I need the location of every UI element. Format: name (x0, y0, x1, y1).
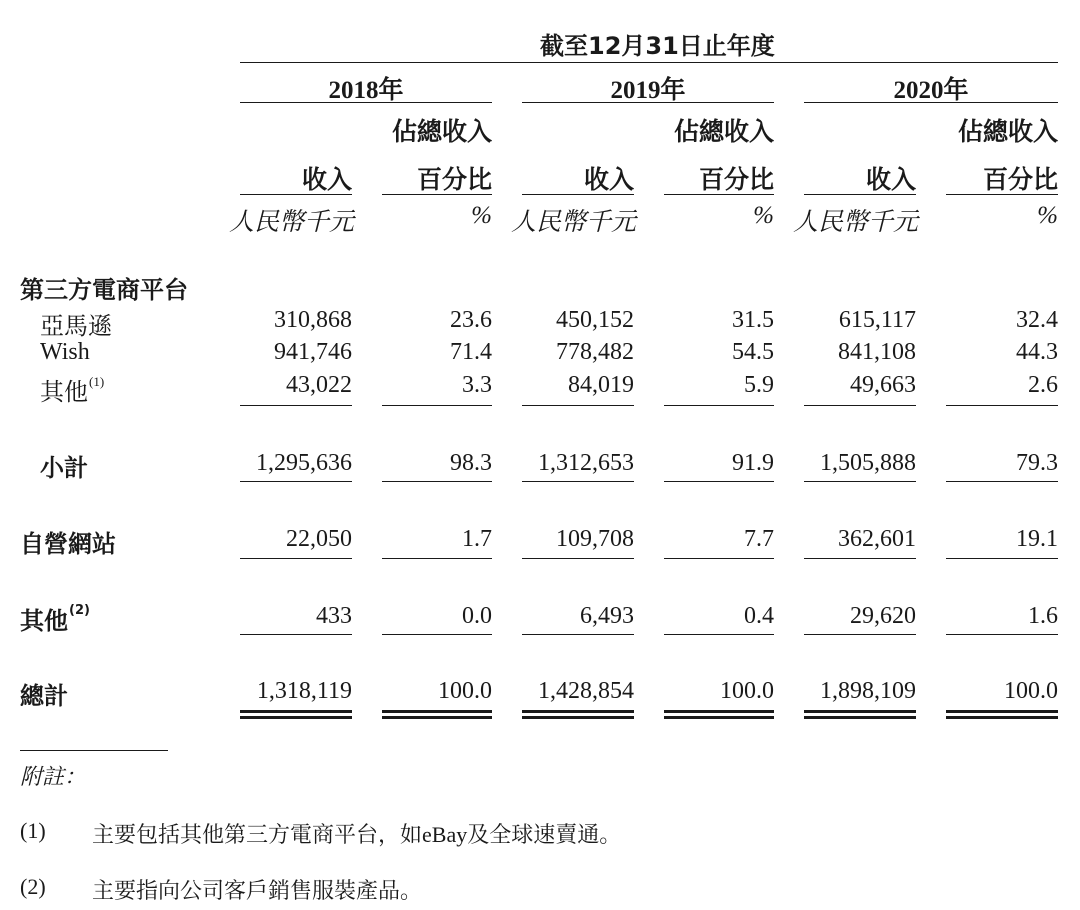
year-2020-underline (804, 102, 1058, 103)
own-site-rule-rev-2020 (804, 558, 916, 559)
others-rev-2020: 29,620 (850, 603, 916, 629)
subtotal-pct-2020: 79.3 (1016, 450, 1058, 476)
total-rev-2020: 1,898,109 (820, 678, 916, 704)
own-site-rule-pct-2019 (664, 558, 774, 559)
others-rev-2018: 433 (316, 603, 352, 629)
others-pct-2020: 1.6 (1028, 603, 1058, 629)
subtotal-bottom-rule-rev-2019 (522, 481, 634, 482)
subtotal-pct-2018: 98.3 (450, 450, 492, 476)
notes-title: 附註： (20, 764, 87, 789)
subtotal-top-rule-pct-2019 (664, 405, 774, 406)
subtotal-bottom-rule-pct-2020 (946, 481, 1058, 482)
subtotal-top-rule-rev-2018 (240, 405, 352, 406)
own-site-rule-rev-2018 (240, 558, 352, 559)
row-wish-rev-2019: 778,482 (556, 339, 634, 365)
col-underline-rev-2019 (522, 194, 634, 195)
row-amazon-pct-2018: 23.6 (450, 307, 492, 333)
col-underline-pct-2020 (946, 194, 1058, 195)
period-header: 截至12月31日止年度 (540, 32, 775, 60)
others-pct-2018: 0.0 (462, 603, 492, 629)
row-wish-rev-2018: 941,746 (274, 339, 352, 365)
others-rev-2019: 6,493 (580, 603, 634, 629)
subtotal-bottom-rule-rev-2020 (804, 481, 916, 482)
row-other1-pct-2019: 5.9 (744, 372, 774, 398)
others-label-wrap (20, 601, 90, 636)
subtotal-rev-2019: 1,312,653 (538, 450, 634, 476)
subtotal-top-rule-rev-2019 (522, 405, 634, 406)
total-double-rule-pct-2019 (664, 710, 774, 719)
unit-rev-2020: 人民幣千元 (793, 209, 919, 236)
section-third-party-label: 第三方電商平台 (20, 276, 188, 304)
total-rev-2019: 1,428,854 (538, 678, 634, 704)
own-site-rule-pct-2020 (946, 558, 1058, 559)
row-other1-label-wrap (40, 372, 104, 407)
year-2020-header: 2020年 (893, 77, 969, 104)
col-underline-pct-2019 (664, 194, 774, 195)
total-double-rule-rev-2020 (804, 710, 916, 719)
row-amazon-label: 亞馬遜 (40, 314, 112, 340)
row-amazon-pct-2019: 31.5 (732, 307, 774, 333)
row-amazon-rev-2018: 310,868 (274, 307, 352, 333)
row-amazon-rev-2020: 615,117 (838, 307, 916, 333)
share-label-2019-line1: 佔總收入 (673, 117, 774, 146)
subtotal-bottom-rule-pct-2019 (664, 481, 774, 482)
share-label-2018-line2: 百分比 (416, 165, 492, 194)
unit-pct-2020: % (1037, 202, 1058, 229)
col-underline-pct-2018 (382, 194, 492, 195)
note-2-marker: (2) (20, 874, 46, 899)
total-double-rule-pct-2018 (382, 710, 492, 719)
row-other1-pct-2020: 2.6 (1028, 372, 1058, 398)
subtotal-top-rule-pct-2018 (382, 405, 492, 406)
total-pct-2018: 100.0 (438, 678, 492, 704)
own-site-rev-2020: 362,601 (838, 526, 916, 552)
total-double-rule-pct-2020 (946, 710, 1058, 719)
row-wish-pct-2020: 44.3 (1016, 339, 1058, 365)
subtotal-top-rule-rev-2020 (804, 405, 916, 406)
others-rule-rev-2020 (804, 634, 916, 635)
subtotal-bottom-rule-rev-2018 (240, 481, 352, 482)
share-label-2020-line1: 佔總收入 (957, 117, 1058, 146)
total-pct-2020: 100.0 (1004, 678, 1058, 704)
own-site-rev-2019: 109,708 (556, 526, 634, 552)
share-label-2020-line2: 百分比 (982, 165, 1058, 194)
row-other1-rev-2020: 49,663 (850, 372, 916, 398)
row-other1-rev-2018: 43,022 (286, 372, 352, 398)
subtotal-label: 小計 (40, 454, 88, 482)
revenue-label-2018: 收入 (301, 165, 352, 194)
col-underline-rev-2020 (804, 194, 916, 195)
own-site-rule-rev-2019 (522, 558, 634, 559)
row-wish-rev-2020: 841,108 (838, 339, 916, 365)
col-underline-rev-2018 (240, 194, 352, 195)
own-site-pct-2020: 19.1 (1016, 526, 1058, 552)
notes-separator (20, 750, 168, 751)
others-rule-pct-2018 (382, 634, 492, 635)
unit-rev-2018: 人民幣千元 (229, 209, 355, 236)
others-footnote-marker: (2) (69, 603, 90, 618)
subtotal-rev-2020: 1,505,888 (820, 450, 916, 476)
others-pct-2019: 0.4 (744, 603, 774, 629)
row-amazon-pct-2020: 32.4 (1016, 307, 1058, 333)
total-double-rule-rev-2019 (522, 710, 634, 719)
share-label-2018-line1: 佔總收入 (391, 117, 492, 146)
others-rule-pct-2020 (946, 634, 1058, 635)
total-rev-2018: 1,318,119 (256, 678, 352, 704)
own-site-label: 自營網站 (20, 530, 116, 558)
total-double-rule-rev-2018 (240, 710, 352, 719)
total-label: 總計 (20, 682, 68, 710)
year-2019-underline (522, 102, 774, 103)
revenue-label-2020: 收入 (865, 165, 916, 194)
row-amazon-rev-2019: 450,152 (556, 307, 634, 333)
row-other1-label: 其他 (40, 380, 88, 406)
subtotal-rev-2018: 1,295,636 (256, 450, 352, 476)
row-wish-pct-2019: 54.5 (732, 339, 774, 365)
period-underline (240, 62, 1058, 63)
year-2019-header: 2019年 (610, 77, 686, 104)
revenue-label-2019: 收入 (583, 165, 634, 194)
subtotal-pct-2019: 91.9 (732, 450, 774, 476)
subtotal-bottom-rule-pct-2018 (382, 481, 492, 482)
others-rule-rev-2019 (522, 634, 634, 635)
own-site-rule-pct-2018 (382, 558, 492, 559)
note-2-text: 主要指向公司客戶銷售服裝產品。 (92, 878, 423, 903)
unit-pct-2019: % (753, 202, 774, 229)
others-label: 其他 (20, 607, 68, 635)
row-other1-footnote-marker: (1) (89, 374, 105, 389)
own-site-pct-2018: 1.7 (462, 526, 492, 552)
row-other1-rev-2019: 84,019 (568, 372, 634, 398)
unit-rev-2019: 人民幣千元 (511, 209, 637, 236)
row-other1-pct-2018: 3.3 (462, 372, 492, 398)
subtotal-top-rule-pct-2020 (946, 405, 1058, 406)
note-1-text: 主要包括其他第三方電商平台，如eBay及全球速賣通。 (92, 822, 622, 847)
row-wish-pct-2018: 71.4 (450, 339, 492, 365)
year-2018-header: 2018年 (328, 77, 404, 104)
others-rule-pct-2019 (664, 634, 774, 635)
row-wish-label: Wish (40, 339, 90, 365)
note-1-marker: (1) (20, 818, 46, 843)
total-pct-2019: 100.0 (720, 678, 774, 704)
own-site-pct-2019: 7.7 (744, 526, 774, 552)
year-2018-underline (240, 102, 492, 103)
others-rule-rev-2018 (240, 634, 352, 635)
share-label-2019-line2: 百分比 (698, 165, 774, 194)
own-site-rev-2018: 22,050 (286, 526, 352, 552)
unit-pct-2018: % (471, 202, 492, 229)
